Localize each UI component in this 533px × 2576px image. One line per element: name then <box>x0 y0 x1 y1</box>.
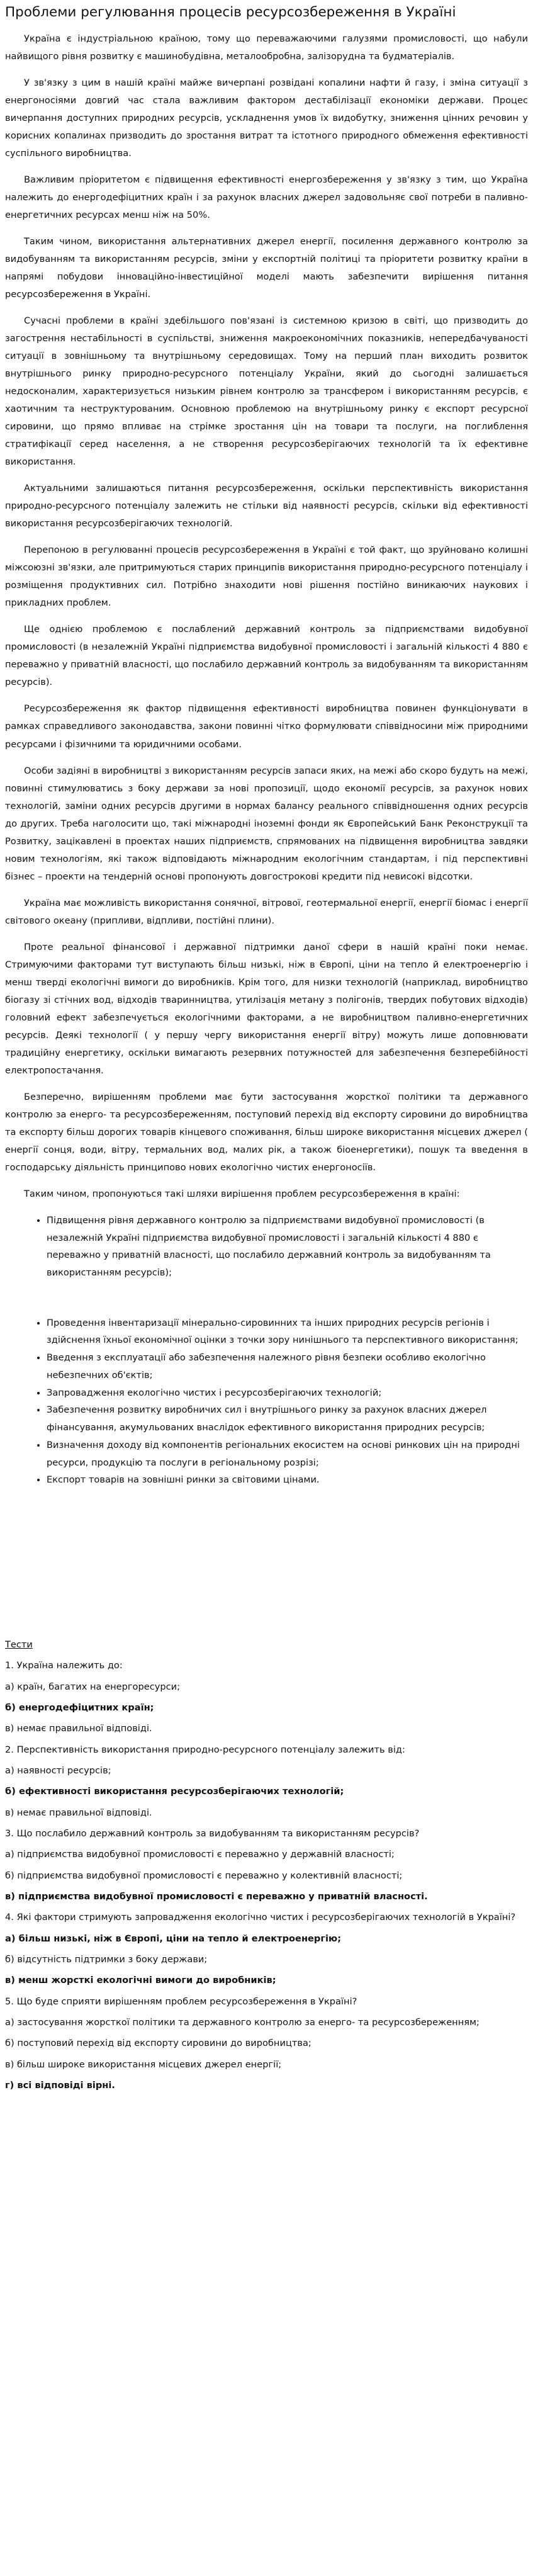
test-line: 5. Що буде сприяти вирішенням проблем ресурсозбереження в Україні? <box>5 1996 357 2007</box>
test-line: а) країн, багатих на енергоресурси; <box>5 1681 181 1692</box>
paragraph-alternative-energy: Таким чином, використання альтернативних джерел енергії, посилення державного контролю за видобуванням та використанням ресурсів, зміни у експортній політиці та пріоритети розвитку країни в напрямі побудови інноваційно-інвестиційної моделі мають забезпечити вирішення питання ресурсозбереження в Україні. <box>5 236 528 300</box>
list-item: • Експорт товарів на зовнішні ринки за світовими цінами. <box>47 1471 528 1489</box>
test-line: 1. Україна належить до: <box>5 1660 123 1671</box>
list-item: • Запровадження екологічно чистих і ресурсозберігаючих технологій; <box>47 1384 528 1402</box>
test-answer-correct: б) енергодефіцитних країн; <box>5 1702 154 1713</box>
list-item: • Визначення доходу від компонентів регіональних екосистем на основі ринкових цін на природні ресурси, продукцію та послуги в регіональному розрізі; <box>47 1437 528 1471</box>
paragraph-renewables: Україна має можливість використання сонячної, вітрової, геотермальної енергії, енергії біомас і енергії світового океану (припливи, відпливи, постійні плини). <box>5 897 528 926</box>
paragraph-legislation: Ресурсозбереження як фактор підвищення ефективності виробництва повинен функціонувати в рамках справедливого законодавства, закони повинні чітко формулювати співвідносини між природними ресурсами і фізичними та юридичними особами. <box>5 703 528 750</box>
paragraph-systemic-crisis: Сучасні проблеми в країні здебільшого пов'язані із системною кризою в світі, що призводить до загострення нестабільності в суспільстві, зниження макроекономічних показників, непередбачуваності ситуації в зовнішньому та внутрішньому середовищах. Тому на перший план виходить розвиток внутрішнього ринку природно-ресурсного потенціалу України, який до сьогодні залишається недосконалим, характеризується низьким рівнем контролю за трансфером і використанням ресурсів, є хаотичним та неструктурованим. Основною проблемою на внутрішньому ринку є експорт ресурсної сировини, що прямо впливає на стрімке зростання цін на товари та послуги, на поглиблення стратифікації серед населення, а не створення ресурсозберігаючих технологій та їх ефективне використання. <box>5 315 528 468</box>
test-line: а) застосування жорсткої політики та державного контролю за енерго- та ресурсозбереженням; <box>5 2017 480 2028</box>
test-answer-correct: в) підприємства видобувної промисловості є переважно у приватній власності. <box>5 1891 428 1902</box>
paragraph-weak-control: Ще однією проблемою є послаблений державний контроль за підприємствами видобувної промисловості (в незалежній Україні підприємства видобувної промисловості і загальній кількості 4 880 є переважно у приватній власності, що послабило державний контроль за видобуванням та використанням ресурсів). <box>5 624 528 688</box>
paragraph-energy-priority: Важливим пріоритетом є підвищення ефективності енергозбереження у зв'язку з тим, що Україна належить до енергодефіцитних країн і за рахунок власних джерел задовольняє свої потреби в паливно-енергетичних ресурсах менш ніж на 50%. <box>5 174 528 221</box>
list-item: • Проведення інвентаризації мінерально-сировинних та інших природних ресурсів регіонів і здійснення їхньої економічної оцінки з точки зору нинішнього та перспективного використання; <box>47 1314 528 1349</box>
test-line: б) підприємства видобувної промисловості є переважно у колективній власності; <box>5 1870 403 1881</box>
blank-space <box>0 1498 533 1637</box>
solutions-list <box>5 1212 528 1489</box>
document-body <box>0 30 533 1489</box>
test-line: в) більш широке використання місцевих джерел енергії; <box>5 2059 282 2070</box>
paragraph-current-issues: Актуальними залишаються питання ресурсозбереження, оскільки перспективність використання природно-ресурсного потенціалу залежить не стільки від наявності ресурсів, скільки від ефективності використання ресурсозберігаючих технологій. <box>5 483 528 529</box>
test-line: б) відсутність підтримки з боку держави; <box>5 1954 208 1965</box>
list-item: • Введення з експлуатації або забезпечення належного рівня безпеки особливо екологічно небезпечних об'єктів; <box>47 1349 528 1384</box>
test-answer-correct: а) більш низькі, ніж в Європі, ціни на тепло й електроенергію; <box>5 1933 342 1944</box>
paragraph-industrial-country: Україна є індустріальною країною, тому що переважаючими галузями промисловості, що набули найвищого рівня розвитку є машинобудівна, металообробна, залізорудна та будматеріалів. <box>5 33 528 62</box>
document-title: Проблеми регулювання процесів ресурсозбереження в Україні <box>5 4 456 20</box>
test-answer-correct: в) менш жорсткі екологічні вимоги до виробників; <box>5 1975 276 1986</box>
paragraph-obstacles: Перепоною в регулюванні процесів ресурсозбереження в Україні є той факт, що зруйновано колишні міжсоюзні зв'язки, але притримуються старих принципів використання природно-ресурсного потенціалу і розміщення продуктивних сил. Потрібно знаходити нові рішення постійно виникаючих наукових і прикладних проблем. <box>5 545 528 609</box>
tests-section <box>0 1637 533 2093</box>
test-answer-correct: г) всі відповіді вірні. <box>5 2080 115 2091</box>
tests-list <box>5 1658 528 2093</box>
paragraph-restraining-factors: Проте реальної фінансової і державної підтримки даної сфери в нашій країні поки немає. Стримуючими факторами тут виступають більш низькі, ніж в Європі, ціни на тепло й електроенергію і менш тверді екологічні вимоги до виробників. Крім того, для низки технологій (наприклад, виробництво біогазу зі стічних вод, відходів тваринництва, утилізація метану з полігонів, твердих побутових відходів) головний ефект забезпечується екологічними факторами, а не виробництвом паливно-енергетичних ресурсів. Деякі технології ( у першу чергу використання енергії вітру) можуть лише доповнювати традиційну енергетику, оскільки вимагають резервних потужностей для забезпечення безперебійності електропостачання. <box>5 941 528 1076</box>
test-answer-correct: б) ефективності використання ресурсозберігаючих технологій; <box>5 1786 344 1797</box>
list-item: • Забезпечення розвитку виробничих сил і внутрішнього ринку за рахунок власних джерел фінансування, акумульованих внаслідок ефективного використання природних ресурсів; <box>47 1401 528 1436</box>
test-line: б) поступовий перехід від експорту сировини до виробництва; <box>5 2038 311 2049</box>
test-line: а) підприємства видобувної промисловості є переважно у державній власності; <box>5 1849 395 1860</box>
test-line: в) немає правильної відповіді. <box>5 1723 152 1734</box>
tests-heading: Тести <box>5 1639 33 1650</box>
test-line: 3. Що послабило державний контроль за видобуванням та використанням ресурсів? <box>5 1828 420 1839</box>
test-line: а) наявності ресурсів; <box>5 1765 111 1776</box>
test-line: в) немає правильної відповіді. <box>5 1807 152 1818</box>
paragraph-depleted-resources: У зв'язку з цим в нашій країні майже вичерпані розвідані копалини нафти й газу, і зміна ситуації з енергоносіями довгий час стала важливим фактором дестабілізації економіки держави. Процес вичерпання доступних природних ресурсів, ускладнення умов їх видобутку, зниження цінних речовин у корисних копалинах призводить до зростання витрат та істотного природного обмеження ефективності суспільного виробництва. <box>5 77 528 159</box>
paragraph-solution: Безперечно, вирішенням проблеми має бути застосування жорсткої політики та державного контролю за енерго- та ресурсозбереженням, поступовий перехід від експорту сировини до виробництва та експорту більш дорогих товарів кінцевого споживання, більш широке використання місцевих джерел ( енергії сонця, води, вітру, термальних вод, малих рік, а також біоенергетики), пошук та введення в господарську діяльність принципово нових екологічно чистих енергоносіїв. <box>5 1091 528 1173</box>
paragraph-stimulation: Особи задіяні в виробництві з використанням ресурсів запаси яких, на межі або скоро будуть на межі, повинні стимулюватись з боку держави за нові пропозиції, щодо економії ресурсів, за рахунок нових технологій, заміни одних ресурсів другими в нормах балансу реального співвідношення одних ресурсів до других. Треба наголосити що, такі міжнародні іноземні фонди як Європейський Банк Реконструкції та Розвитку, зацікавлені в проектах наших підприємств, спрямованих на підвищення виробництва завдяки новим технологіям, які також відповідають міжнародним екологічним стандартам, і під перспективні бізнес – проекти на тендерній основі пропонують довгострокові кредити під невисокі відсотки. <box>5 765 528 882</box>
test-line: 4. Які фактори стримують запровадження екологічно чистих і ресурсозберігаючих технологій в Україні? <box>5 1912 516 1923</box>
list-item: • Підвищення рівня державного контролю за підприємствами видобувної промисловості (в незалежній Україні підприємства видобувної промисловості і загальній кількості 4 880 є переважно у приватній власності, що послабило державний контроль за видобуванням та використанням ресурсів); <box>47 1212 528 1314</box>
paragraph-proposed-ways: Таким чином, пропонуються такі шляхи вирішення проблем ресурсозбереження в країні: <box>24 1188 460 1199</box>
test-line: 2. Перспективність використання природно-ресурсного потенціалу залежить від: <box>5 1744 405 1755</box>
